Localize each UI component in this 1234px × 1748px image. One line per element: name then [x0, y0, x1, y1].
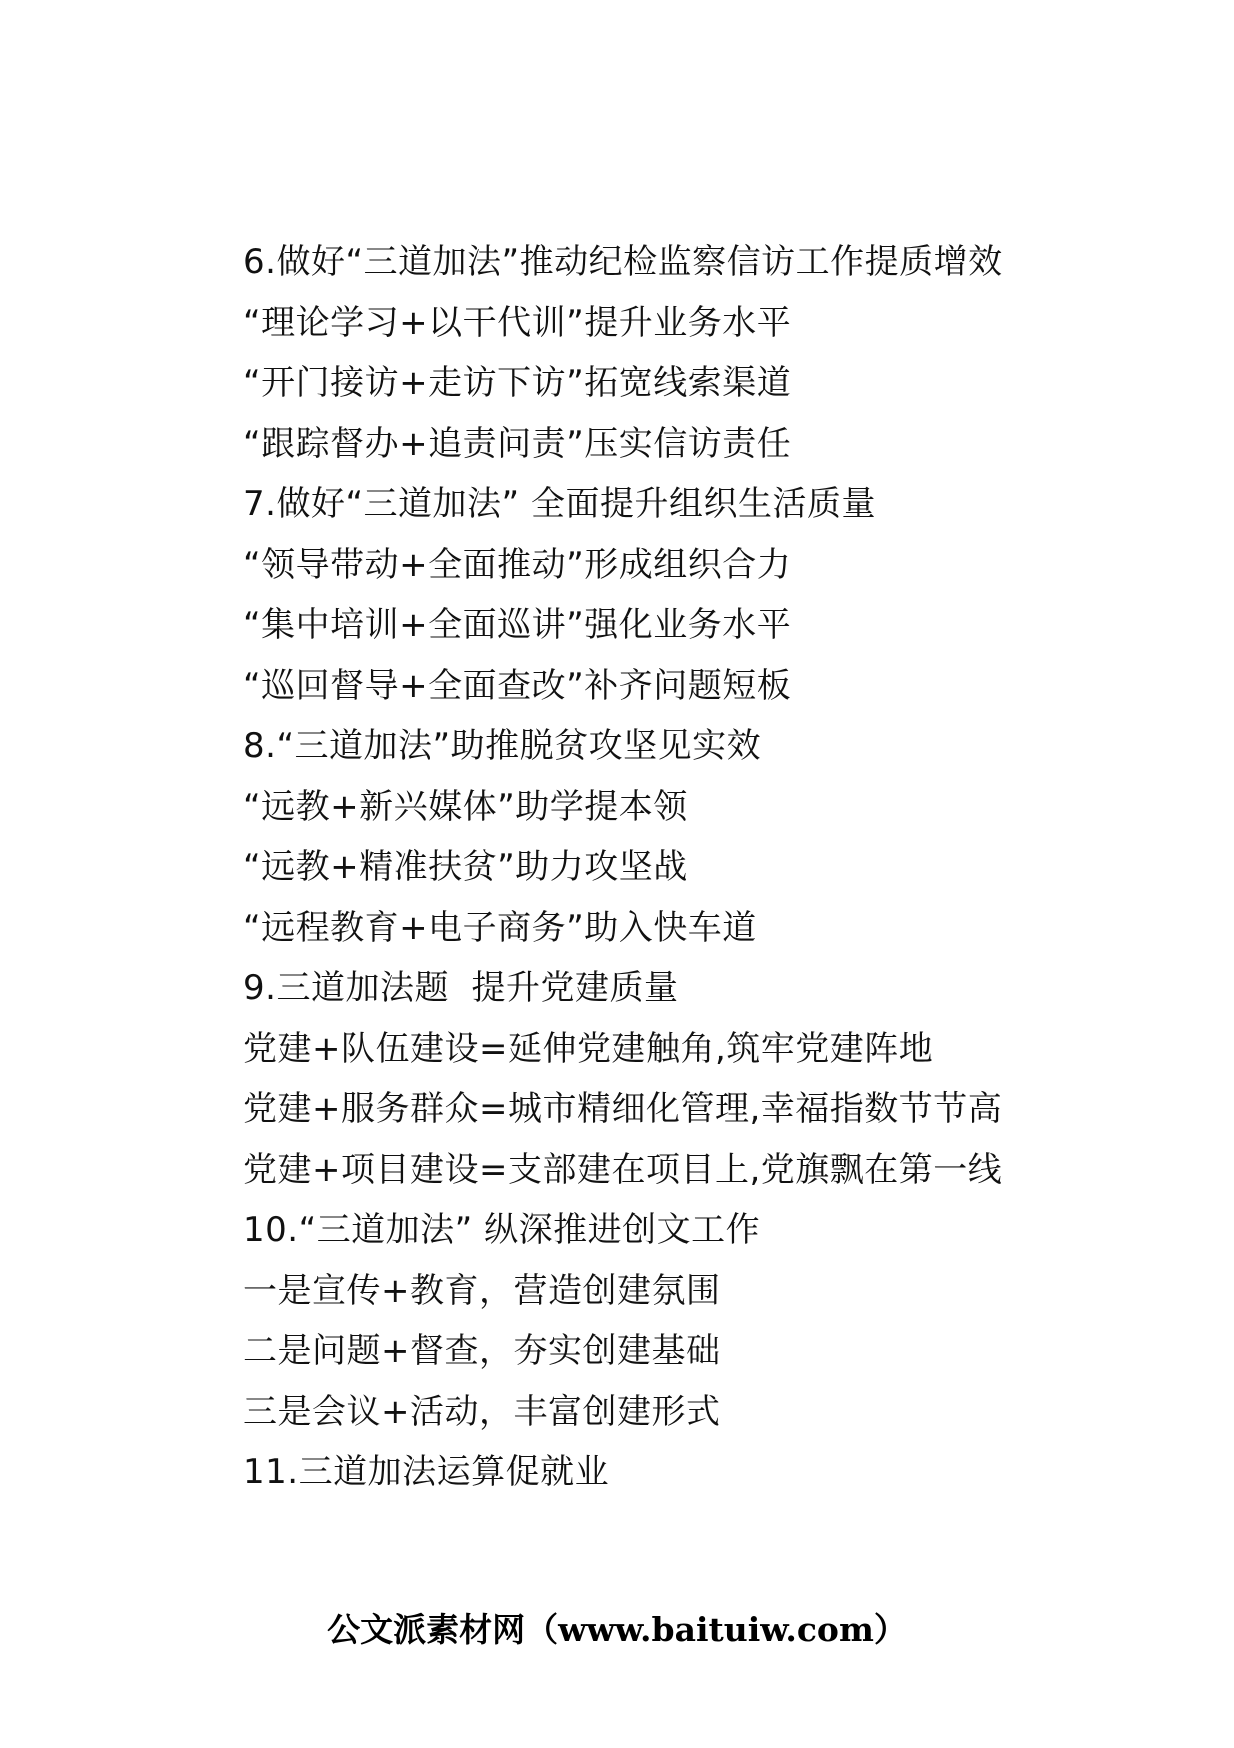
list-item: “领导带动+全面推动”形成组织合力: [243, 544, 792, 585]
heading-7: 7.做好“三道加法” 全面提升组织生活质量: [243, 484, 876, 524]
list-item: 党建+队伍建设=延伸党建触角,筑牢党建阵地: [243, 1028, 934, 1069]
list-item: “巡回督导+全面查改”补齐问题短板: [243, 665, 792, 706]
list-item: “跟踪督办+追责问责”压实信访责任: [243, 423, 792, 464]
list-item: 三是会议+活动，丰富创建形式: [243, 1391, 721, 1432]
list-item: 党建+项目建设=支部建在项目上,党旗飘在第一线: [243, 1149, 1003, 1190]
list-item: “远程教育+电子商务”助入快车道: [243, 907, 757, 948]
page-footer: 公文派素材网（www.baituiw.com）: [327, 1610, 907, 1649]
list-item: “远教+精准扶贫”助力攻坚战: [243, 847, 688, 887]
heading-10: 10.“三道加法” 纵深推进创文工作: [243, 1210, 761, 1250]
list-item: 党建+服务群众=城市精细化管理,幸福指数节节高: [243, 1089, 1003, 1129]
list-item: 二是问题+督查，夯实创建基础: [243, 1331, 721, 1371]
list-item: “开门接访+走访下访”拓宽线索渠道: [243, 363, 792, 403]
heading-9: 9.三道加法题 提升党建质量: [243, 968, 679, 1008]
list-item: “理论学习+以干代训”提升业务水平: [243, 302, 792, 343]
list-item: “远教+新兴媒体”助学提本领: [243, 786, 688, 827]
list-item: 一是宣传+教育，营造创建氛围: [243, 1270, 721, 1311]
heading-8: 8.“三道加法”助推脱贫攻坚见实效: [243, 726, 762, 766]
heading-6: 6.做好“三道加法”推动纪检监察信访工作提质增效: [243, 242, 1003, 282]
document-body: [243, 232, 1143, 1503]
heading-11: 11.三道加法运算促就业: [243, 1452, 610, 1492]
list-item: “集中培训+全面巡讲”强化业务水平: [243, 605, 792, 645]
